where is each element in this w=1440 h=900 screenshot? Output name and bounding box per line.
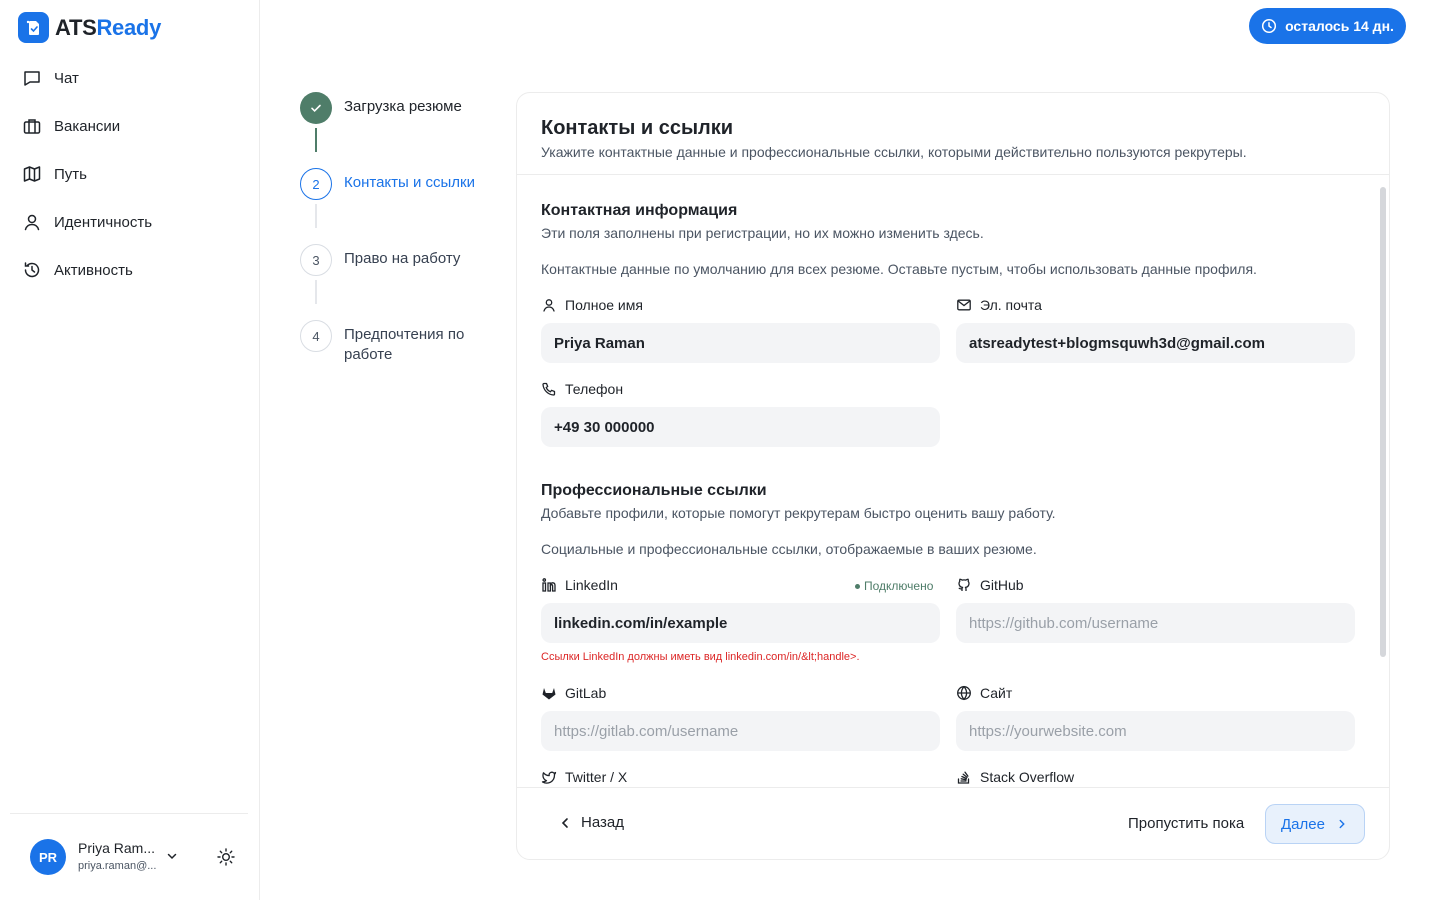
globe-icon: [956, 685, 972, 701]
history-icon: [22, 260, 42, 280]
card-title: Контакты и ссылки: [541, 117, 734, 139]
linkedin-icon: [541, 577, 557, 593]
gitlab-input[interactable]: [541, 711, 940, 751]
github-input[interactable]: [956, 603, 1355, 643]
step-label: Предпочтения по работе: [344, 326, 465, 363]
status-dot-icon: [855, 584, 860, 589]
logo-text-ready: Ready: [96, 14, 162, 40]
logo[interactable]: [18, 12, 161, 43]
stackoverflow-label-text: Stack Overflow: [980, 769, 1075, 785]
logo-text-ats: ATS: [55, 14, 97, 40]
full-name-input[interactable]: [541, 323, 940, 363]
user-icon: [22, 212, 42, 232]
sidebar-item-label: Активность: [54, 261, 133, 279]
chevron-left-icon: [557, 815, 573, 831]
phone-label-text: Телефон: [565, 381, 624, 397]
user-name: Priya Ram...: [78, 840, 156, 856]
card-subtitle: Укажите контактные данные и профессиональные ссылки, которыми действительно пользуются рекрутеры.: [541, 144, 1247, 160]
user-email: priya.raman@...: [78, 860, 157, 872]
sidebar-item-path[interactable]: [10, 150, 250, 198]
clock-icon: [1261, 18, 1277, 34]
trial-badge[interactable]: [1249, 8, 1406, 44]
map-icon: [22, 164, 42, 184]
linkedin-status-text: Подключено: [864, 579, 934, 593]
step-label: Право на работу: [344, 250, 461, 267]
stack-overflow-icon: [956, 769, 972, 785]
contact-section-title: Контактная информация: [541, 202, 738, 219]
avatar: PR: [30, 839, 66, 875]
step-connector: [315, 204, 317, 228]
card-footer: [517, 787, 1389, 860]
contacts-card: [516, 92, 1390, 860]
next-button-label: Далее: [1281, 815, 1325, 833]
twitter-label-text: Twitter / X: [565, 769, 628, 785]
contact-section-subtitle: Эти поля заполнены при регистрации, но их можно изменить здесь.: [541, 225, 984, 241]
step-done-indicator: [300, 92, 332, 124]
links-section-title: Профессиональные ссылки: [541, 482, 767, 499]
user-icon: [541, 297, 557, 313]
links-section-note: Социальные и профессиональные ссылки, отображаемые в ваших резюме.: [541, 541, 1037, 557]
skip-button[interactable]: Пропустить пока: [1128, 815, 1245, 832]
sidebar-item-vacancies[interactable]: [10, 102, 250, 150]
email-label-text: Эл. почта: [980, 297, 1042, 313]
github-icon: [956, 577, 972, 593]
step-label: Контакты и ссылки: [344, 174, 475, 191]
next-button[interactable]: [1265, 804, 1365, 844]
website-label-text: Сайт: [980, 685, 1013, 701]
contact-section-note: Контактные данные по умолчанию для всех резюме. Оставьте пустым, чтобы использовать данные профиля.: [541, 261, 1257, 277]
sidebar-item-identity[interactable]: [10, 198, 250, 246]
step-connector: [315, 280, 317, 304]
sidebar-nav: [10, 54, 250, 294]
gitlab-label: [541, 685, 606, 701]
step-connector: [315, 128, 317, 152]
phone-icon: [541, 381, 557, 397]
email-label: [956, 297, 1042, 313]
links-section-subtitle: Добавьте профили, которые помогут рекрутерам быстро оценить вашу работу.: [541, 505, 1056, 521]
sidebar-item-activity[interactable]: [10, 246, 250, 294]
linkedin-input[interactable]: [541, 603, 940, 643]
twitter-label: [541, 769, 627, 785]
email-input[interactable]: [956, 323, 1355, 363]
user-menu[interactable]: [10, 813, 248, 900]
gitlab-icon: [541, 685, 557, 701]
sidebar-item-chat[interactable]: [10, 54, 250, 102]
website-input[interactable]: [956, 711, 1355, 751]
phone-label: [541, 381, 623, 397]
check-icon: [309, 101, 323, 115]
twitter-icon: [541, 769, 557, 785]
card-header: [517, 93, 1389, 175]
website-label: [956, 685, 1012, 701]
full-name-label: [541, 297, 643, 313]
sidebar-item-label: Вакансии: [54, 117, 121, 135]
linkedin-label-text: LinkedIn: [565, 577, 618, 593]
back-button-label: Назад: [581, 814, 624, 831]
back-button[interactable]: [557, 814, 624, 831]
full-name-label-text: Полное имя: [565, 297, 643, 313]
chat-icon: [22, 68, 42, 88]
github-label-text: GitHub: [980, 577, 1024, 593]
chevron-down-icon[interactable]: [164, 848, 180, 864]
sidebar-item-label: Чат: [54, 69, 79, 87]
sun-icon[interactable]: [216, 847, 236, 867]
briefcase-icon: [22, 116, 42, 136]
stackoverflow-label: [956, 769, 1074, 785]
chevron-right-icon: [1335, 817, 1349, 831]
step-number: 3: [300, 244, 332, 276]
sidebar-item-label: Идентичность: [54, 213, 153, 231]
scrollbar-thumb[interactable]: [1380, 187, 1386, 657]
logo-icon: [18, 12, 49, 43]
phone-input[interactable]: [541, 407, 940, 447]
logo-text: [55, 15, 161, 41]
step-label: Загрузка резюме: [344, 98, 462, 115]
card-scroll-area[interactable]: [517, 175, 1389, 787]
linkedin-connected-status: [855, 579, 933, 593]
linkedin-error: Ссылки LinkedIn должны иметь вид linkedin.com/in/&lt;handle>.: [541, 651, 860, 663]
step-number: 2: [300, 168, 332, 200]
gitlab-label-text: GitLab: [565, 685, 607, 701]
sidebar: [0, 0, 260, 900]
step-number: 4: [300, 320, 332, 352]
linkedin-label: [541, 577, 618, 593]
trial-label: осталось 14 дн.: [1285, 18, 1394, 34]
mail-icon: [956, 297, 972, 313]
github-label: [956, 577, 1024, 593]
sidebar-item-label: Путь: [54, 165, 87, 183]
